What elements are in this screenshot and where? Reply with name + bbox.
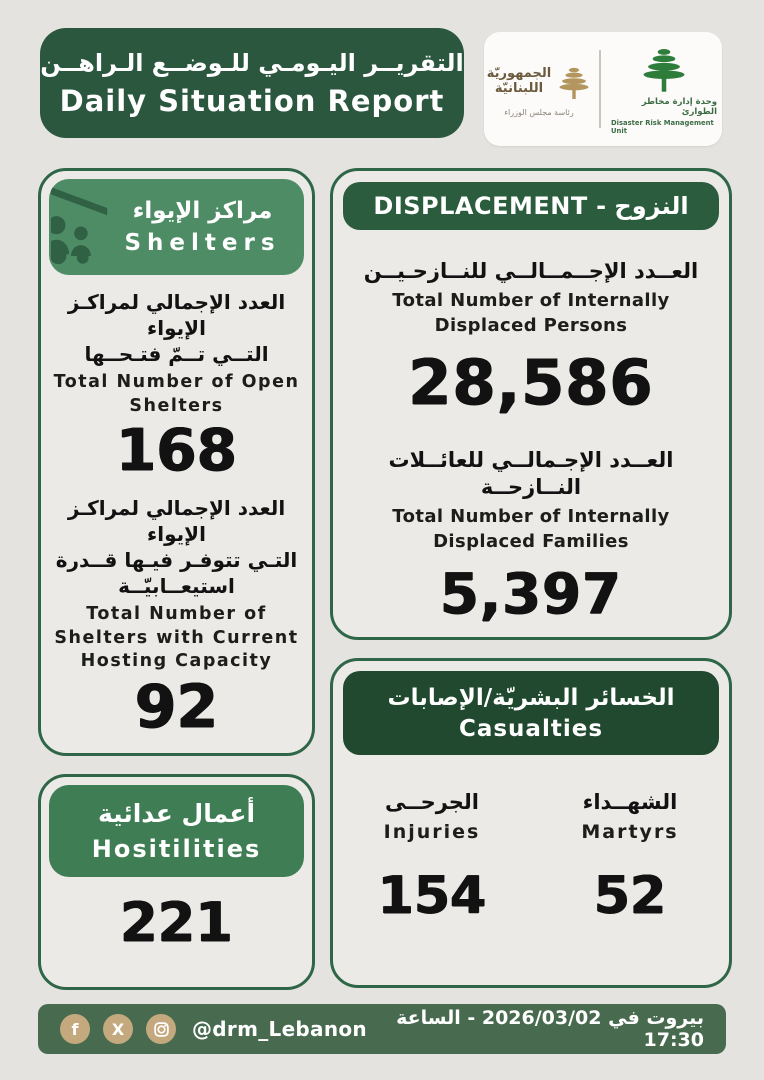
injuries-label-ar: الجرحــى (384, 790, 480, 814)
idp-families-label-en: Total Number of Internally Displaced Families (392, 506, 670, 552)
displacement-card (330, 168, 732, 640)
injuries-label-en: Injuries (383, 821, 481, 844)
council-of-ministers-label: رئاسة مجلس الوزراء (504, 107, 574, 117)
capacity-shelters-value: 92 (134, 672, 219, 743)
hostilities-card (38, 774, 315, 990)
report-title-arabic: التقريــر اليـومـي للـوضــع الـراهــن (40, 48, 464, 77)
drm-name-arabic: وحدة إدارة مخاطر الطوارئ (641, 96, 717, 117)
report-title-english: Daily Situation Report (59, 83, 445, 118)
idp-families-value: 5,397 (439, 562, 623, 628)
martyrs-label-ar: الشهــداء (582, 790, 678, 814)
hosting-capacity-shelters-stat (41, 495, 312, 743)
open-shelters-label-en: Total Number of Open Shelters (53, 372, 300, 416)
displacement-header: النزوح - DISPLACEMENT (343, 182, 719, 230)
capacity-shelters-label-ar-3: استيعــابيّــة (118, 574, 235, 599)
open-shelters-value: 168 (115, 416, 238, 485)
casualties-card (330, 658, 732, 988)
cedar-icon-green (641, 44, 687, 94)
cedar-icon-gold (557, 62, 591, 102)
social-icons (60, 1014, 176, 1044)
martyrs-label-en: Martyrs (581, 821, 679, 844)
social-handle[interactable]: @drm_Lebanon (192, 1017, 367, 1041)
hostilities-title-english: Hositilities (91, 835, 262, 863)
idp-families-label-ar: العــدد الإجـمالــي للعائــلات النــازحــة (388, 447, 674, 500)
facebook-icon[interactable]: f (60, 1014, 90, 1044)
open-shelters-label-ar-2: التــي تــمّ فتـحــها (84, 342, 269, 366)
hostilities-title-arabic: أعمال عدائية (97, 799, 256, 828)
martyrs-stat (531, 789, 729, 926)
hostilities-header (49, 785, 304, 877)
idp-persons-label-ar: العــدد الإجــمــالــي للنــازحـيــن (363, 259, 699, 283)
republic-calligraphy (487, 67, 551, 97)
logo-plate (484, 32, 722, 146)
report-title-banner (40, 28, 464, 138)
shelters-title-arabic: مراكز الإيواء (132, 198, 273, 224)
injuries-stat (333, 789, 531, 926)
shelter-people-icon (51, 183, 109, 271)
logo-divider (599, 50, 601, 128)
idp-persons-stat (333, 258, 729, 419)
idp-persons-label-en: Total Number of Internally Displaced Persons (392, 290, 670, 336)
shelters-header (49, 179, 304, 275)
shelters-title-english: Shelters (124, 230, 281, 256)
lebanese-republic-logo (486, 62, 589, 117)
idp-persons-value: 28,586 (408, 345, 654, 419)
report-datetime: بيروت في 2026/03/02 - الساعة 17:30 (396, 1007, 704, 1051)
instagram-icon[interactable] (146, 1014, 176, 1044)
casualties-title-arabic: الخسائر البشريّة/الإصابات (387, 684, 675, 711)
hostilities-value: 221 (120, 891, 233, 954)
capacity-shelters-label-ar-2: التـي تتوفـر فيـها قــدرة (55, 548, 298, 573)
open-shelters-stat (41, 289, 312, 485)
x-icon[interactable]: X (103, 1014, 133, 1044)
shelters-card (38, 168, 315, 756)
hostilities-stat (41, 885, 312, 954)
idp-families-stat (333, 447, 729, 627)
open-shelters-label-ar-1: العدد الإجمالي لمراكـز الإيواء (67, 290, 286, 340)
drm-name-english: Disaster Risk Management Unit (611, 118, 714, 135)
republic-name-line1: الجمهوريّة (486, 65, 552, 81)
drm-unit-logo (611, 44, 717, 135)
casualties-title-english: Casualties (458, 715, 604, 742)
casualties-header (343, 671, 719, 755)
capacity-shelters-label-ar-1: العدد الإجمالي لمراكـز الإيواء (67, 496, 286, 547)
injuries-value: 154 (377, 865, 487, 926)
footer-bar (38, 1004, 726, 1054)
martyrs-value: 52 (593, 865, 667, 926)
republic-name-line2: اللبنانيّة (494, 80, 544, 96)
capacity-shelters-label-en: Total Number of Shelters with Current Hosting Capacity (54, 604, 299, 672)
